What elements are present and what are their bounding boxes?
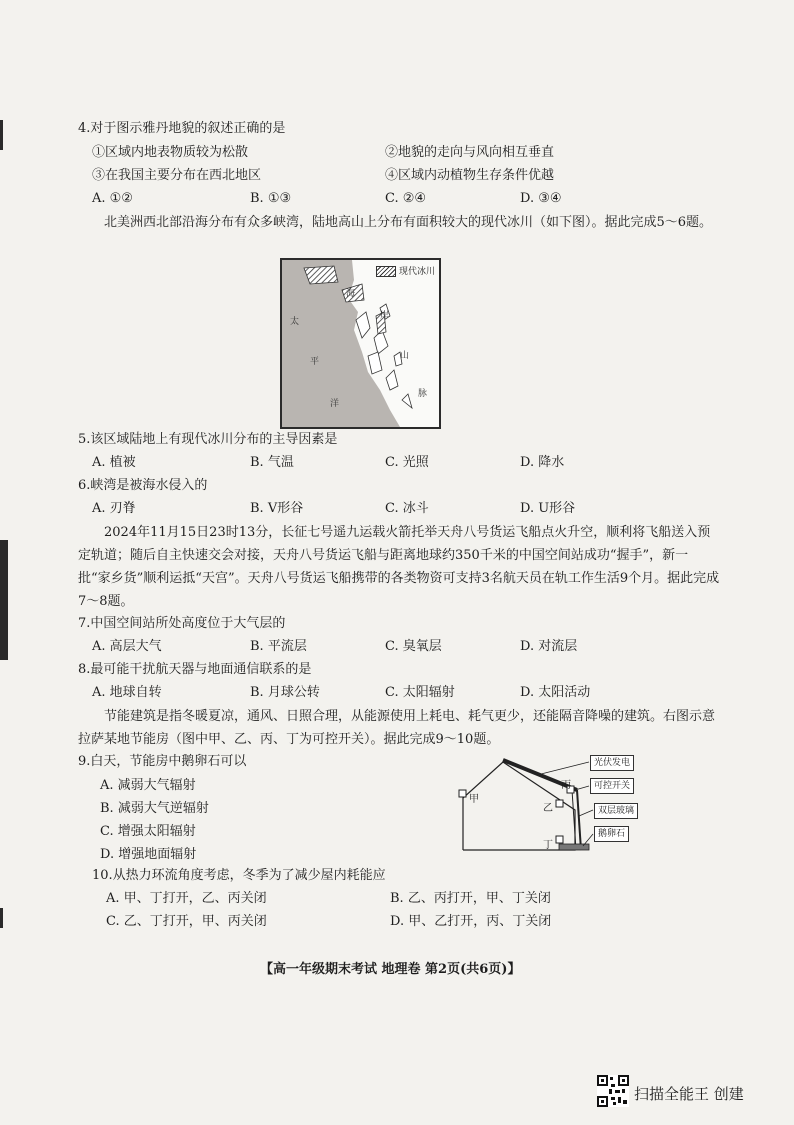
q7-option-b[interactable]: B. 平流层 [250, 639, 307, 654]
q6-option-a[interactable]: A. 刃脊 [92, 501, 136, 516]
switch-yi [556, 800, 563, 807]
q5-option-b[interactable]: B. 气温 [250, 455, 294, 470]
switch-ding [556, 836, 563, 843]
glacier-map [280, 258, 441, 429]
q10-option-c[interactable]: C. 乙、丁打开，甲、丙关闭 [106, 914, 267, 929]
q6-option-b[interactable]: B. V形谷 [250, 501, 304, 516]
map-range-char-3: 山 [400, 351, 410, 361]
q7-stem: 7.中国空间站所处高度位于大气层的 [78, 616, 286, 631]
map-ocean-char-1: 太 [290, 317, 300, 327]
label-glass: 双层玻璃 [594, 803, 638, 819]
tag-jia: 甲 [469, 794, 479, 805]
switch-jia [459, 790, 466, 797]
intro-7-8: 2024年11月15日23时13分，长征七号遥九运载火箭托举天舟八号货运飞船点火升空，顺利将飞船送入预定轨道；随后自主快速交会对接，天舟八号货运飞船与距离地球约350千米的中国空间站成功“握手”，新一批“家乡货”顺利运抵“天宫”。天舟八号货运飞船携带的各类物资可支持3名航天员在轨工作生活9个月。据此完成7～8题。 [78, 525, 720, 609]
q7-option-a[interactable]: A. 高层大气 [92, 639, 162, 654]
q4-statement-3: ③在我国主要分布在西北地区 [92, 168, 262, 183]
leader-pv [541, 762, 589, 774]
tag-bing: 丙 [561, 780, 571, 791]
q7-option-c[interactable]: C. 臭氧层 [385, 639, 442, 654]
q10-stem: 10.从热力环流角度考虑，冬季为了减少屋内耗能应 [92, 868, 386, 883]
tag-yi: 乙 [543, 803, 553, 814]
q4-stem: 4.对于图示雅丹地貌的叙述正确的是 [78, 121, 286, 136]
q4-option-a[interactable]: A. ①② [92, 191, 133, 206]
binding-mark [0, 540, 8, 660]
q4-statement-1: ①区域内地表物质较为松散 [92, 145, 249, 160]
tag-ding: 丁 [543, 840, 553, 851]
q5-option-c[interactable]: C. 光照 [385, 455, 429, 470]
map-svg [282, 260, 439, 427]
leader-glass [579, 810, 593, 816]
q9-option-c[interactable]: C. 增强太阳辐射 [100, 824, 196, 839]
q6-stem: 6.峡湾是被海水侵入的 [78, 478, 208, 493]
map-ocean-char-3: 洋 [330, 399, 340, 409]
map-range-char-2: 岸 [380, 311, 390, 321]
q4-option-b[interactable]: B. ①③ [250, 191, 292, 206]
pebble-bed [559, 844, 589, 850]
legend-label: 现代冰川 [399, 267, 436, 277]
scanner-watermark: 扫描全能王 创建 [634, 1085, 744, 1103]
intro-9-10: 节能建筑是指冬暖夏凉，通风、日照合理，从能源使用上耗电、耗气更少，还能隔音降噪的建筑。右图示意拉萨某地节能房（图中甲、乙、丙、丁为可控开关）。据此完成9～10题。 [78, 709, 716, 747]
island [356, 312, 370, 338]
map-range-char-1: 海 [346, 289, 356, 299]
label-switch: 可控开关 [590, 778, 634, 794]
q4-option-c[interactable]: C. ②④ [385, 191, 427, 206]
q5-option-a[interactable]: A. 植被 [92, 455, 136, 470]
map-range-char-4: 脉 [418, 389, 428, 399]
q9-option-d[interactable]: D. 增强地面辐射 [100, 847, 197, 862]
map-legend [376, 266, 435, 278]
q9-option-a[interactable]: A. 减弱大气辐射 [100, 778, 196, 793]
double-glass [577, 790, 581, 850]
q5-option-d[interactable]: D. 降水 [520, 455, 565, 470]
island [402, 394, 412, 408]
q8-option-b[interactable]: B. 月球公转 [250, 685, 320, 700]
q6-option-c[interactable]: C. 冰斗 [385, 501, 429, 516]
q9-option-b[interactable]: B. 减弱大气逆辐射 [100, 801, 209, 816]
glacier [304, 266, 338, 284]
binding-mark [0, 120, 3, 150]
q4-statement-4: ④区域内动植物生存条件优越 [385, 168, 555, 183]
q9-stem: 9.白天，节能房中鹅卵石可以 [78, 754, 247, 769]
map-ocean-char-2: 平 [310, 357, 320, 367]
binding-mark [0, 908, 3, 928]
q6-option-d[interactable]: D. U形谷 [520, 501, 576, 516]
q5-stem: 5.该区域陆地上有现代冰川分布的主导因素是 [78, 432, 338, 447]
energy-house-diagram [455, 750, 700, 862]
label-stone: 鹅卵石 [594, 826, 629, 842]
q8-stem: 8.最可能干扰航天器与地面通信联系的是 [78, 662, 312, 677]
page-footer: 【高一年级期末考试 地理卷 第2页(共6页)】 [260, 962, 521, 977]
q8-option-c[interactable]: C. 太阳辐射 [385, 685, 455, 700]
q4-statement-2: ②地貌的走向与风向相互垂直 [385, 145, 555, 160]
q8-option-a[interactable]: A. 地球自转 [92, 685, 162, 700]
q7-option-d[interactable]: D. 对流层 [520, 639, 578, 654]
intro-5-6: 北美洲西北部沿海分布有众多峡湾，陆地高山上分布有面积较大的现代冰川（如下图）。据此完成5～6题。 [104, 215, 713, 230]
q4-option-d[interactable]: D. ③④ [520, 191, 562, 206]
q10-option-d[interactable]: D. 甲、乙打开，丙、丁关闭 [390, 914, 552, 929]
island [386, 370, 398, 390]
qr-code-icon [597, 1075, 629, 1107]
q8-option-d[interactable]: D. 太阳活动 [520, 685, 591, 700]
island [368, 352, 382, 374]
q10-option-a[interactable]: A. 甲、丁打开，乙、丙关闭 [106, 891, 267, 906]
label-pv: 光伏发电 [590, 755, 634, 771]
glacier-swatch-icon [376, 266, 396, 277]
q10-option-b[interactable]: B. 乙、丙打开，甲、丁关闭 [390, 891, 551, 906]
